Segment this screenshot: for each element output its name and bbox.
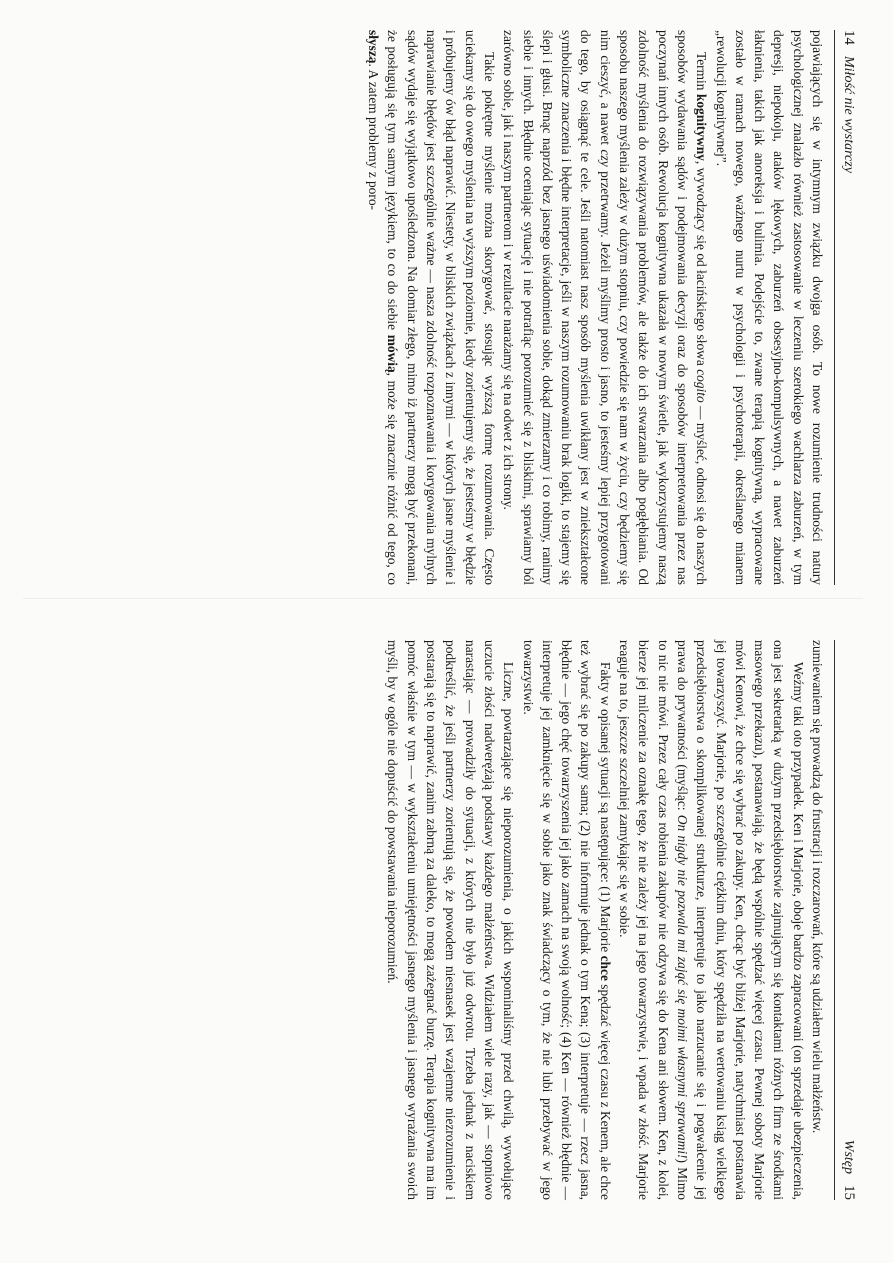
text-span: Weźmy taki oto przypadek. Ken i Marjorie, oboje bardzo zapracowani (on sprzedaje ubezpieczenia, ona jest sekretarką w dużym przedsiębiorstwie zajmującym się kontaktami różnych firm ze środkami masowego przekazu), postanawiają, że będą wspólnie spędzać więcej czasu. Pewnej soboty Marjorie mówi Kenowi, że chce się wybrać po zakupy. Ken, chcąc być bliżej Marjorie, natychmiast postanawia jej towarzyszyć. Marjorie, po szczególnie ciężkim dniu, który spędziła na wertowaniu ksiąg wielkiego przedsiębiorstwa o skomplikowanej strukturze, interpretuje to jako narzucanie się i pogwałcenie jej prawa do prywatności (myśląc:: [674, 640, 806, 1200]
text-span: ) Mimo to nic nie mówi. Przez cały czas robienia zakupów nie odzywa się do Kena ani słowem. Ken, z kolei, bierze jej milczenie za oznakę tego, że nie zależy jej na jego towarzystwie, i wpada w złość. Marjorie reaguje na to, jeszcze szczelniej zamykając się w sobie.: [617, 640, 690, 1200]
latin-term-cogito: cogito: [694, 369, 710, 403]
text-span: Takie pokrętne myślenie można skorygować, stosując wyższą formę rozumowania. Często uciekamy się do owego myślenia na wyższym poziomie, kiedy zorientujemy się, że jesteśmy w błędzie i próbujemy ów błąd naprawić. Niestety, w bliskich związkach z innymi — w których jasne myślenie i naprawianie błędów jest szczególnie ważne — nasza zdolność rozpoznawania i korygowania mylnych sądów wydaje się wyjątkowo upośledzona. Na domiar złego, mimo iż partnerzy mogą być przekonani, że posługują się tym samym językiem, to co do siebie: [385, 30, 497, 585]
left-page-body: [364, 30, 827, 585]
text-span: . A zatem problemy z poro-: [366, 63, 382, 210]
left-paragraph-3: [364, 30, 499, 585]
text-span: — myśleć, odnosi się do naszych sposobów wydawania sądów i podejmowania decyzji oraz do sposobów interpretowania przez nas poczynań innych osób. Rewolucja kognitywna ukazała w nowym świetle, jak wykorzystujemy naszą zdolność myślenia do rozwiązywania problemów, ale także do ich stwarzania albo pogłębiania. Od sposobu naszego myślenia zależy w dużym stopniu, czy powiedzie się nam w życiu, czy będziemy się nim cieszyć, a nawet: [597, 30, 710, 586]
emphasis-czy: czy: [597, 149, 613, 167]
text-span: Fakty w opisanej sytuacji są następujące: (1) Marjorie: [597, 662, 613, 956]
emphasis-slysza: słyszą: [366, 30, 382, 64]
text-span: spędzać więcej czasu z Kenem, ale chce też wybrać się po zakupy sama; (2) nie informuje jednak o tym Kena; (3) interpretuje — rzecz jasna, błędnie — jego chęć towarzyszenia jej jako zamach na swoją wolność; (4) Ken — również błędnie — interpretuje jej zamknięcie się w sobie jako znak świadczący o tym, że nie lubi przebywać w jego towarzystwie.: [520, 640, 613, 1200]
text-span: , wywodzący się od łacińskiego słowa: [694, 160, 710, 370]
right-paragraph-2: [615, 640, 808, 1200]
text-span: , może się znacznie różnić od tego, co: [385, 372, 401, 585]
right-running-header: [834, 640, 857, 1200]
right-page-body: [383, 640, 827, 1200]
left-running-header: [834, 30, 857, 585]
emphasis-mowia: mówią: [385, 334, 401, 373]
right-page: [0, 640, 893, 1200]
right-page-number: 15: [841, 1185, 857, 1200]
text-span: przetrwamy. Jeżeli myślimy prosto i jasno, to jesteśmy lepiej przygotowani do tego, by osiągnąć te cele. Jeśli natomiast nasz sposób myślenia uwikłany jest w zniekształcone symboliczne znaczenia i błędne interpretacje, jeśli w naszym rozumowaniu brak logiki, to stajemy się ślepi i głusi. Brnąc naprzód bez jasnego uświadomienia sobie, dokąd zmierzamy i co robimy, ranimy siebie i innych. Błędnie oceniając sytuację i nie potrafiąc porozumieć się z bliskimi, sprawiamy ból zarówno sobie, jak i naszym partnerom i w rezultacie narażamy się na odwet z ich strony.: [501, 30, 613, 585]
emphasis-chce: chce: [597, 955, 613, 981]
left-page: [0, 30, 893, 585]
text-span: Termin: [694, 52, 710, 94]
quoted-thought: On nigdy nie pozwala mi zająć się moimi własnymi sprawami!: [674, 814, 690, 1159]
right-paragraph-1: zumiewaniem się prowadzą do frustracji i rozczarowań, które są udziałem wielu małżeństw.: [810, 640, 825, 1134]
right-paragraph-3: [518, 640, 614, 1200]
book-gutter: [23, 598, 863, 599]
left-page-number: 14: [841, 30, 857, 45]
left-running-title: Miłość nie wystarczy: [841, 56, 856, 173]
right-paragraph-4: Liczne, powtarzające się nieporozumienia, o jakich wspominaliśmy przed chwilą, wywołujące uczucie złości nadwerężają podstawy każdego małżeństwa. Widziałem wiele razy, jak — stopniowo narastając — prowadziły do sytuacji, z których nie było już odwrotu. Trzeba jednak z naciskiem podkreślić, że jeśli partnerzy zorientują się, że powodem niesnasek jest wzajemne niezrozumienie i postarają się to naprawić, zanim zabrną za daleko, to mogą zażegnać burzę. Terapia kognitywna ma im pomóc właśnie w tym — w wykształceniu umiejętności jasnego myślenia i jasnego wyrażania swoich myśli, by w ogóle nie dopuścić do powstawania nieporozumień.: [385, 640, 517, 1200]
term-kognitywny: kognitywny: [694, 93, 710, 161]
right-running-title: Wstęp: [841, 1139, 856, 1174]
left-paragraph-1: pojawiających się w intymnym związku dwojga osób. To nowe rozumienie trudności natury psychologicznej znalazło również zastosowanie w leczeniu szerokiego wachlarza zaburzeń, w tym depresji, niepokoju, ataków lękowych, zaburzeń obsesyjno-kompulsywnych, a nawet zaburzeń łaknienia, takich jak anoreksja i bulimia. Podejście to, zwane terapią kognitywną, wypracowane zostało w ramach nowego, ważnego nurtu w psychologii i psychoterapii, określanego mianem „rewolucji kognitywnej”.: [713, 30, 825, 585]
left-paragraph-2: [499, 30, 711, 585]
